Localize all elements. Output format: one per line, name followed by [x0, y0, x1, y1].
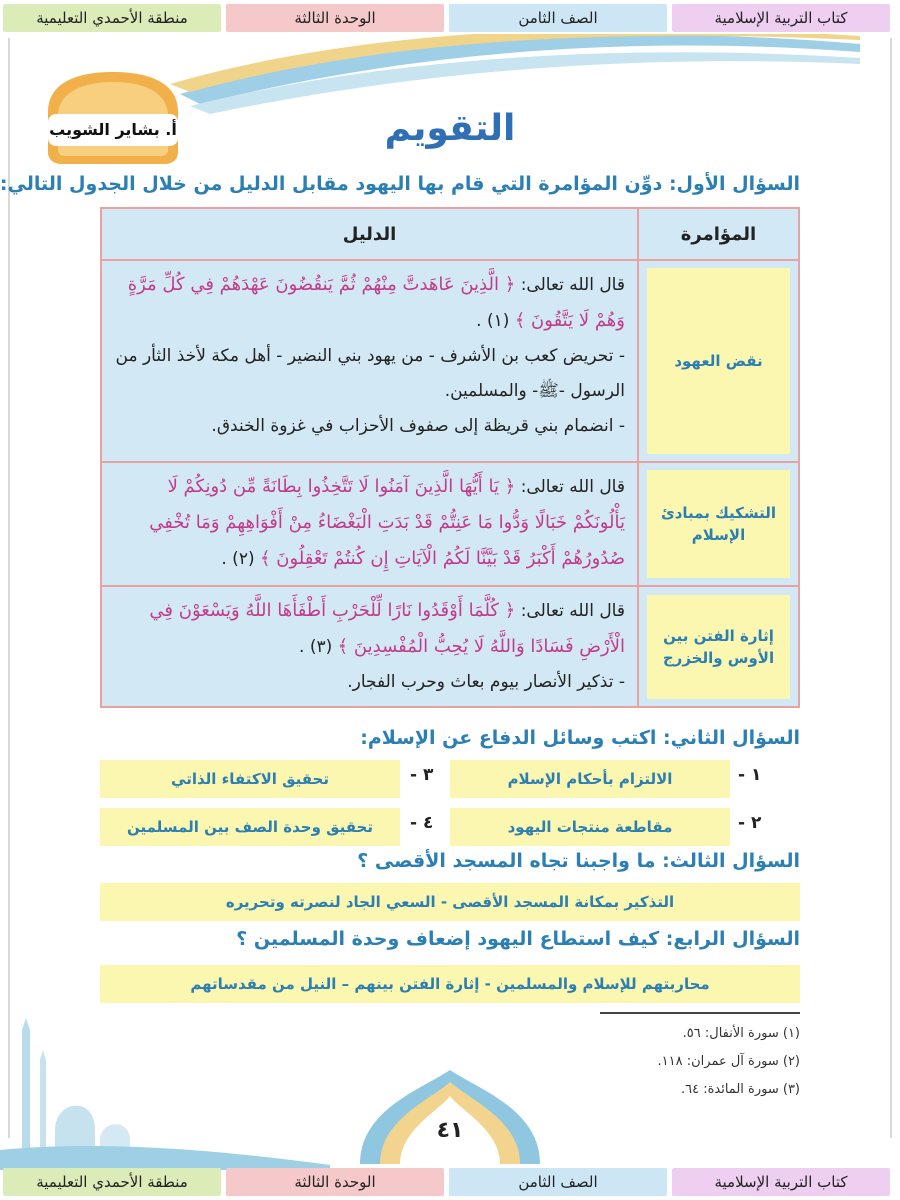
item-number: ٣ - [410, 765, 434, 785]
answer-box: تحقيق وحدة الصف بين المسلمين [100, 808, 400, 846]
conspiracy-cell [638, 260, 799, 462]
footer-unit: الوحدة الثالثة [226, 1168, 444, 1196]
page-number: ٤١ [436, 1118, 464, 1143]
evidence-intro: قال الله تعالى: [520, 275, 625, 295]
footer-bar [0, 1164, 900, 1198]
quran-verse: ﴿ الَّذِينَ عَاهَدتَّ مِنْهُمْ ثُمَّ يَنقُضُونَ عَهْدَهُمْ فِي كُلِّ مَرَّةٍ وَهُمْ لَا يَتَّقُونَ ﴾ [127, 274, 625, 331]
page-number-dome [350, 1070, 550, 1164]
item-number: ٢ - [738, 813, 762, 833]
header-grade: الصف الثامن [449, 4, 667, 32]
verse-reference: (٢) . [221, 549, 255, 569]
item-number: ٤ - [410, 813, 434, 833]
page-frame-right [890, 38, 892, 1138]
evidence-cell [101, 260, 638, 462]
answer-box: محاربتهم للإسلام والمسلمين - إثارة الفتن بينهم – النيل من مقدساتهم [100, 965, 800, 1003]
footnote: (١) سورة الأنفال: ٥٦. [682, 1026, 800, 1041]
table-row [101, 260, 799, 462]
conspiracy-table [100, 207, 800, 708]
evidence-point: - تحريض كعب بن الأشرف - من يهود بني النضير - أهل مكة لأخذ الثأر من الرسول -ﷺ- والمسلمين. [115, 346, 625, 401]
evidence-point: - انضمام بني قريظة إلى صفوف الأحزاب في غزوة الخندق. [211, 416, 625, 436]
table-row [101, 462, 799, 586]
table-header-row [101, 208, 799, 260]
evidence-cell [101, 462, 638, 586]
question-2: السؤال الثاني: اكتب وسائل الدفاع عن الإسلام: [360, 727, 800, 749]
item-number: ١ - [738, 765, 762, 785]
header-book: كتاب التربية الإسلامية [672, 4, 890, 32]
footnote-rule [600, 1012, 800, 1014]
footnote: (٣) سورة المائدة: ٦٤. [680, 1082, 800, 1097]
answer-box: نقض العهود [647, 268, 790, 454]
author-name: أ. بشاير الشويب [48, 114, 178, 146]
answer-box: مقاطعة منتجات اليهود [450, 808, 730, 846]
evidence-intro: قال الله تعالى: [520, 477, 625, 497]
evidence-cell [101, 586, 638, 707]
answer-box: التذكير بمكانة المسجد الأقصى - السعي الجاد لنصرته وتحريره [100, 883, 800, 921]
answer-box: التشكيك بمبادئ الإسلام [647, 470, 790, 578]
table-row [101, 586, 799, 707]
quran-verse: ﴿ كُلَّمَا أَوْقَدُوا نَارًا لِّلْحَرْبِ أَطْفَأَهَا اللَّهُ وَيَسْعَوْنَ فِي الْأَرْضِ فَسَادًا وَاللَّهُ لَا يُحِبُّ الْمُفْسِدِينَ ﴾ [149, 600, 625, 657]
evidence-intro: قال الله تعالى: [520, 601, 625, 621]
page-frame-left [8, 38, 10, 1138]
footnote: (٢) سورة آل عمران: ١١٨. [657, 1054, 800, 1069]
footer-book: كتاب التربية الإسلامية [672, 1168, 890, 1196]
evidence-point: - تذكير الأنصار بيوم بعاث وحرب الفجار. [347, 672, 625, 692]
footer-grade: الصف الثامن [449, 1168, 667, 1196]
quran-verse: ﴿ يَا أَيُّهَا الَّذِينَ آمَنُوا لَا تَتَّخِذُوا بِطَانَةً مِّن دُونِكُمْ لَا يَأْلُونَكُمْ خَبَالًا وَدُّوا مَا عَنِتُّمْ قَدْ بَدَتِ الْبَغْضَاءُ مِنْ أَفْوَاهِهِمْ وَمَا تُخْفِي صُدُورُهُمْ أَكْبَرُ قَدْ بَيَّنَّا لَكُمُ الْآيَاتِ إِن كُنتُمْ تَعْقِلُونَ ﴾ [149, 476, 625, 569]
verse-reference: (٣) . [299, 637, 333, 657]
column-header-evidence: الدليل [101, 208, 638, 260]
header-unit: الوحدة الثالثة [226, 4, 444, 32]
question-3: السؤال الثالث: ما واجبنا تجاه المسجد الأقصى ؟ [357, 850, 800, 872]
answer-box: إثارة الفتن بين الأوس والخزرج [647, 595, 790, 699]
footer-region: منطقة الأحمدي التعليمية [3, 1168, 221, 1196]
answer-box: تحقيق الاكتفاء الذاتي [100, 760, 400, 798]
mosque-skyline-decoration [0, 1000, 330, 1170]
verse-reference: (١) . [476, 311, 510, 331]
header-region: منطقة الأحمدي التعليمية [3, 4, 221, 32]
conspiracy-cell [638, 586, 799, 707]
column-header-conspiracy: المؤامرة [638, 208, 799, 260]
header-bar [0, 0, 900, 34]
question-4: السؤال الرابع: كيف استطاع اليهود إضعاف وحدة المسلمين ؟ [236, 928, 800, 950]
question-1: السؤال الأول: دوِّن المؤامرة التي قام بها اليهود مقابل الدليل من خلال الجدول التالي: [0, 173, 800, 195]
page-title: التقويم [384, 108, 516, 149]
conspiracy-cell [638, 462, 799, 586]
answer-box: الالتزام بأحكام الإسلام [450, 760, 730, 798]
